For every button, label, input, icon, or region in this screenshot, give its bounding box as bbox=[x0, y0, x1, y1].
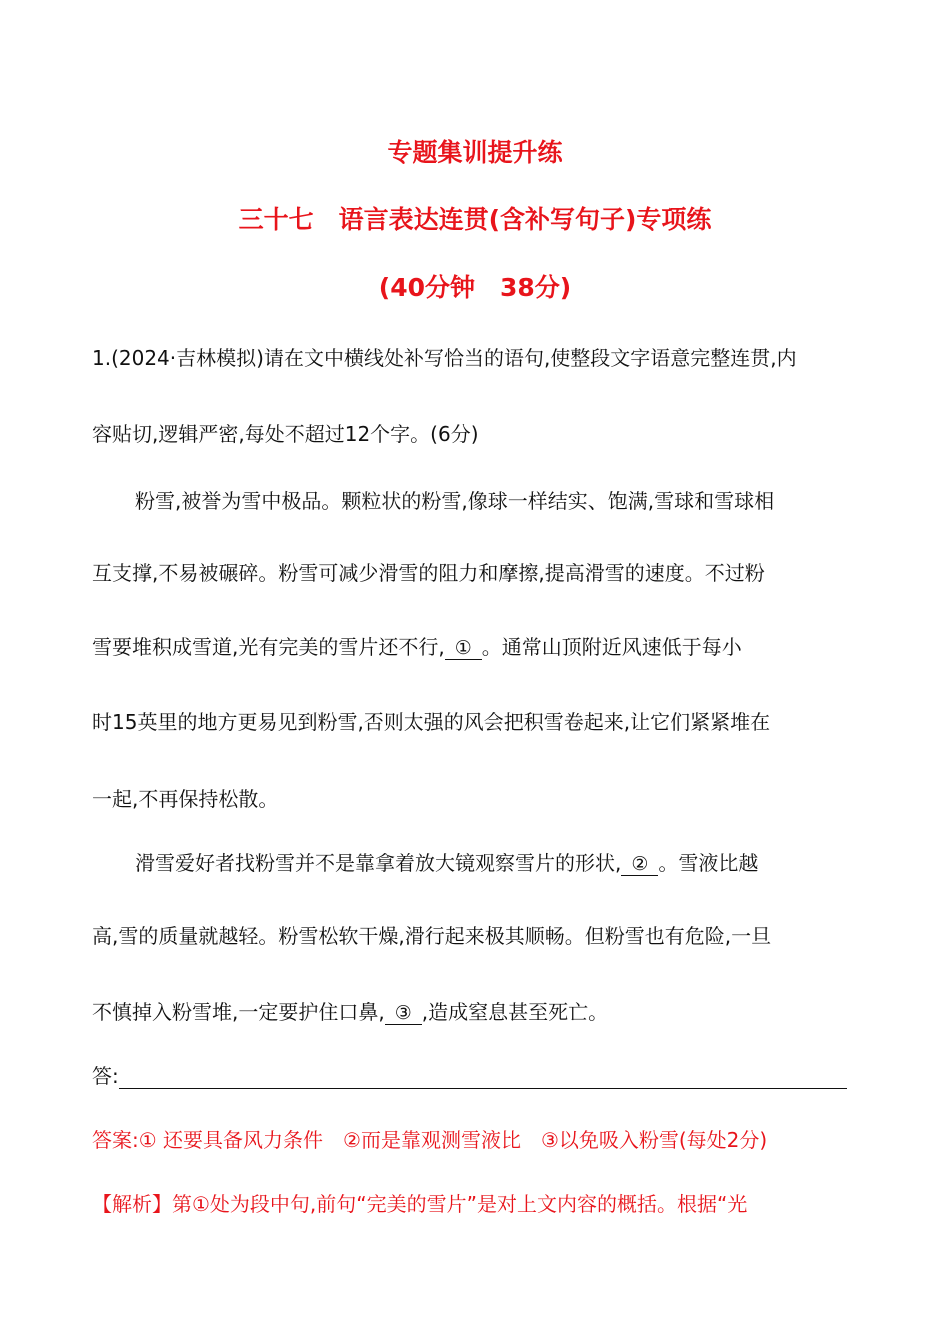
question-prompt-line-2: 容贴切,逻辑严密,每处不超过12个字。(6分) bbox=[92, 422, 479, 446]
paragraph-2-line-3-start: 不慎掉入粉雪堆,一定要护住口鼻, bbox=[92, 1000, 385, 1024]
analysis-text: 【解析】第①处为段中句,前句“完美的雪片”是对上文内容的概括。根据“光 bbox=[92, 1192, 748, 1216]
paragraph-2-line-2: 高,雪的质量就越轻。粉雪松软干燥,滑行起来极其顺畅。但粉雪也有危险,一旦 bbox=[92, 924, 772, 948]
paragraph-1-line-1: 粉雪,被誉为雪中极品。颗粒状的粉雪,像球一样结实、饱满,雪球和雪球相 bbox=[135, 489, 775, 513]
paragraph-2-line-1-start: 滑雪爱好者找粉雪并不是靠拿着放大镜观察雪片的形状, bbox=[135, 851, 622, 875]
answer-input-line[interactable] bbox=[119, 1068, 847, 1089]
blank-1[interactable]: ① bbox=[445, 635, 482, 660]
paragraph-1-line-4: 时15英里的地方更易见到粉雪,否则太强的风会把积雪卷起来,让它们紧紧堆在 bbox=[92, 710, 771, 734]
paragraph-1-line-2: 互支撑,不易被碾碎。粉雪可减少滑雪的阻力和摩擦,提高滑雪的速度。不过粉 bbox=[92, 561, 765, 585]
question-prompt-line-1: 1.(2024·吉林模拟)请在文中横线处补写恰当的语句,使整段文字语意完整连贯,内 bbox=[92, 346, 797, 370]
paragraph-2-line-3-end: ,造成窒息甚至死亡。 bbox=[421, 1000, 609, 1024]
paragraph-1-line-3-start: 雪要堆积成雪道,光有完美的雪片还不行, bbox=[92, 635, 445, 659]
paragraph-2-line-1 bbox=[135, 847, 758, 876]
answer-key: 答案:① 还要具备风力条件 ②而是靠观测雪液比 ③以免吸入粉雪(每处2分) bbox=[92, 1128, 768, 1152]
paragraph-1-line-5: 一起,不再保持松散。 bbox=[92, 787, 279, 811]
paragraph-1-line-3-end: 。通常山顶附近风速低于每小 bbox=[481, 635, 742, 659]
paragraph-2-line-1-end: 。雪液比越 bbox=[658, 851, 759, 875]
page-title: 三十七 语言表达连贯(含补写句子)专项练 bbox=[238, 205, 712, 234]
section-title: 专题集训提升练 bbox=[387, 138, 563, 167]
blank-2[interactable]: ② bbox=[621, 851, 658, 876]
answer-label: 答: bbox=[92, 1064, 119, 1088]
answer-row bbox=[92, 1060, 847, 1089]
time-score-info: (40分钟 38分) bbox=[378, 273, 572, 302]
paragraph-2-line-3 bbox=[92, 996, 608, 1025]
blank-3[interactable]: ③ bbox=[385, 1000, 422, 1025]
paragraph-1-line-3 bbox=[92, 631, 742, 660]
